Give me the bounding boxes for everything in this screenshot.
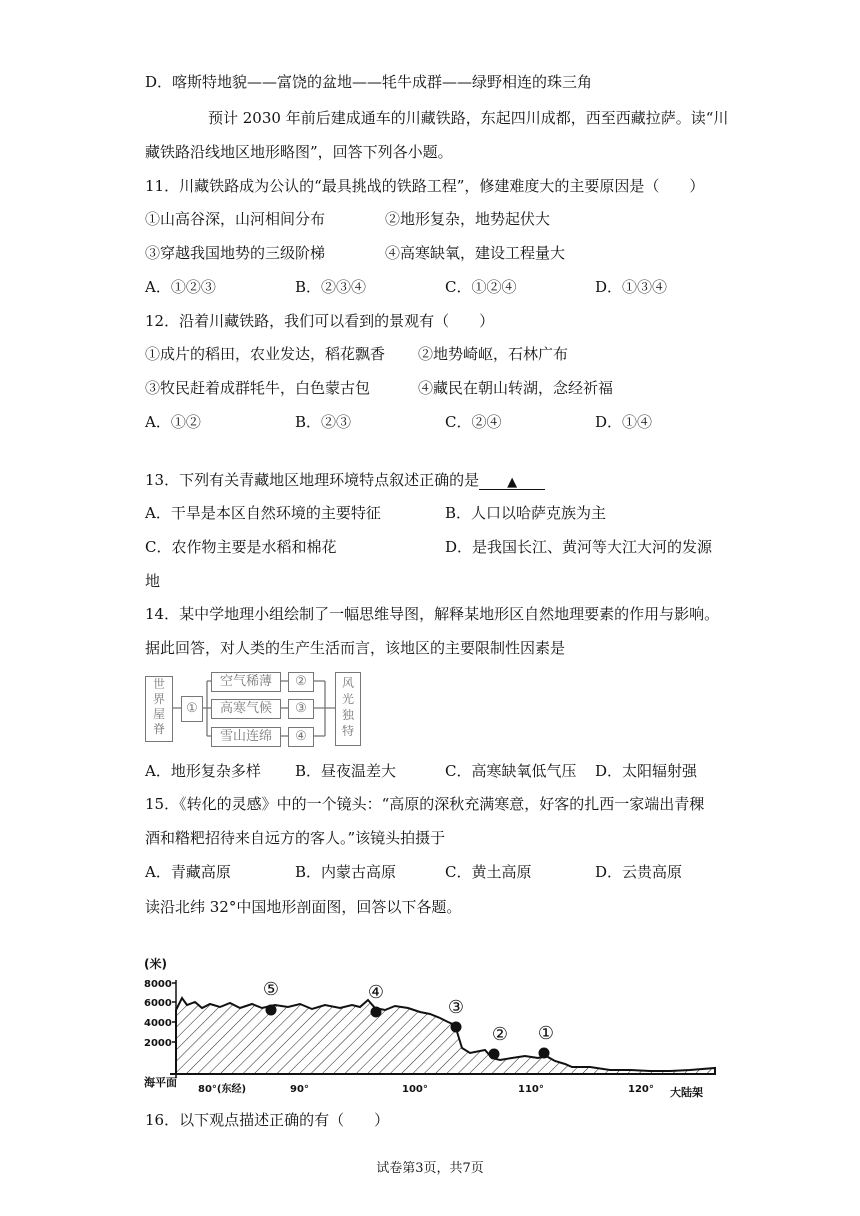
mind-map-out-1: ② (288, 672, 314, 692)
marker-label-3: ③ (447, 997, 465, 1018)
mind-map-node-3: 雪山连绵 (211, 727, 281, 747)
q14-option-d[interactable]: D．太阳辐射强 (595, 762, 698, 780)
y-tick-6000: 6000 (144, 998, 172, 1009)
marker-dot-3 (451, 1022, 462, 1033)
q15-option-c[interactable]: C．黄土高原 (445, 863, 532, 881)
mind-map-root (145, 676, 173, 742)
question-14: 14．某中学地理小组绘制了一幅思维导图，解释某地形区自然地理要素的作用与影响。 (145, 605, 720, 623)
profile-intro: 读沿北纬 32°中国地形剖面图，回答以下各题。 (145, 898, 462, 916)
question-11: 11．川藏铁路成为公认的“最具挑战的铁路工程”，修建难度大的主要原因是（ ） (145, 177, 705, 195)
q12-statement-1: ①成片的稻田，农业发达，稻花飘香 (145, 345, 386, 363)
y-tick-8000: 8000 (144, 979, 172, 990)
y-unit-label: (米) (144, 957, 167, 971)
q13-option-d[interactable]: D．是我国长江、黄河等大江大河的发源 (445, 538, 713, 556)
x-tick-100: 100° (402, 1084, 428, 1095)
sea-level-label: 海平面 (144, 1076, 177, 1089)
marker-dot-5 (266, 1005, 277, 1016)
x-tick-110: 110° (518, 1084, 544, 1095)
x-tick-90: 90° (290, 1084, 309, 1095)
question-12: 12．沿着川藏铁路，我们可以看到的景观有（ ） (145, 312, 495, 330)
marker-label-5: ⑤ (262, 979, 280, 1000)
q12-option-a[interactable]: A．①② (145, 413, 201, 431)
question-16: 16．以下观点描述正确的有（ ） (145, 1111, 390, 1129)
y-tick-4000: 4000 (144, 1018, 172, 1029)
q12-option-c[interactable]: C．②④ (445, 413, 502, 431)
q15-option-a[interactable]: A．青藏高原 (145, 863, 231, 881)
q13-option-c[interactable]: C．农作物主要是水稻和棉花 (145, 538, 337, 556)
q15-option-b[interactable]: B．内蒙古高原 (295, 863, 397, 881)
question-13-text: 13．下列有关青藏地区地理环境特点叙述正确的是 (145, 471, 480, 489)
marker-label-1: ① (537, 1023, 555, 1044)
q14-option-b[interactable]: B．昼夜温差大 (295, 762, 397, 780)
q11-option-a[interactable]: A．①②③ (145, 278, 216, 296)
q12-statement-3: ③牧民赶着成群牦牛，白色蒙古包 (145, 379, 371, 397)
terrain-area (176, 998, 715, 1074)
x-tick-120: 120° (628, 1084, 654, 1095)
question-14-cont: 据此回答，对人类的生产生活而言，该地区的主要限制性因素是 (145, 639, 566, 657)
question-15-cont: 酒和糌粑招待来自远方的客人。”该镜头拍摄于 (145, 829, 446, 847)
mind-map-center: ① (181, 696, 203, 722)
marker-dot-1 (539, 1048, 550, 1059)
terrain-profile-svg (140, 950, 720, 1102)
mind-map-node-2: 高寒气候 (211, 699, 281, 719)
mind-map-out-3: ④ (288, 727, 314, 747)
q12-statement-4: ④藏民在朝山转湖，念经祈福 (418, 379, 614, 397)
question-13 (145, 470, 545, 490)
marker-dot-2 (489, 1049, 500, 1060)
marker-dot-4 (371, 1007, 382, 1018)
page-footer: 试卷第3页，共7页 (376, 1161, 484, 1176)
x-tick-80: 80°(东经) (198, 1084, 247, 1095)
q11-option-b[interactable]: B．②③④ (295, 278, 367, 296)
triangle-icon: ▲ (507, 475, 518, 490)
mind-map-figure (145, 670, 360, 748)
q13-option-d-cont: 地 (145, 572, 161, 590)
mind-map-out-2: ③ (288, 699, 314, 719)
question-15: 15．《转化的灵感》中的一个镜头：“高原的深秋充满寒意，好客的扎西一家端出青稞 (145, 795, 705, 813)
q12-option-b[interactable]: B．②③ (295, 413, 352, 431)
q14-option-a[interactable]: A．地形复杂多样 (145, 762, 261, 780)
q12-statement-2: ②地势崎岖，石林广布 (418, 345, 569, 363)
q11-statement-3: ③穿越我国地势的三级阶梯 (145, 244, 326, 262)
mind-map-root-label: 世界屋脊 (152, 677, 165, 736)
mind-map-result (335, 672, 361, 746)
q11-statement-2: ②地形复杂，地势起伏大 (385, 210, 551, 228)
y-tick-2000: 2000 (144, 1038, 172, 1049)
q11-statement-4: ④高寒缺氧，建设工程量大 (385, 244, 566, 262)
marker-label-4: ④ (367, 982, 385, 1003)
option-d-previous: D．喀斯特地貌——富饶的盆地——牦牛成群——绿野相连的珠三角 (145, 73, 593, 91)
mind-map-result-label: 风光独特 (341, 676, 354, 738)
q13-option-a[interactable]: A．干旱是本区自然环境的主要特征 (145, 504, 381, 522)
reading-intro-cont: 藏铁路沿线地区地形略图”，回答下列各小题。 (145, 143, 453, 161)
q12-option-d[interactable]: D．①④ (595, 413, 653, 431)
q11-statement-1: ①山高谷深，山河相间分布 (145, 210, 326, 228)
q11-option-d[interactable]: D．①③④ (595, 278, 668, 296)
q11-option-c[interactable]: C．①②④ (445, 278, 517, 296)
marker-label-2: ② (491, 1024, 509, 1045)
continental-shelf-label: 大陆架 (670, 1086, 703, 1099)
answer-blank[interactable] (479, 471, 545, 490)
q15-option-d[interactable]: D．云贵高原 (595, 863, 683, 881)
q13-option-b[interactable]: B．人口以哈萨克族为主 (445, 504, 607, 522)
terrain-profile-figure (140, 950, 720, 1102)
mind-map-node-1: 空气稀薄 (211, 672, 281, 692)
q14-option-c[interactable]: C．高寒缺氧低气压 (445, 762, 577, 780)
reading-intro: 预计 2030 年前后建成通车的川藏铁路，东起四川成都，西至西藏拉萨。读“川 (208, 109, 729, 127)
